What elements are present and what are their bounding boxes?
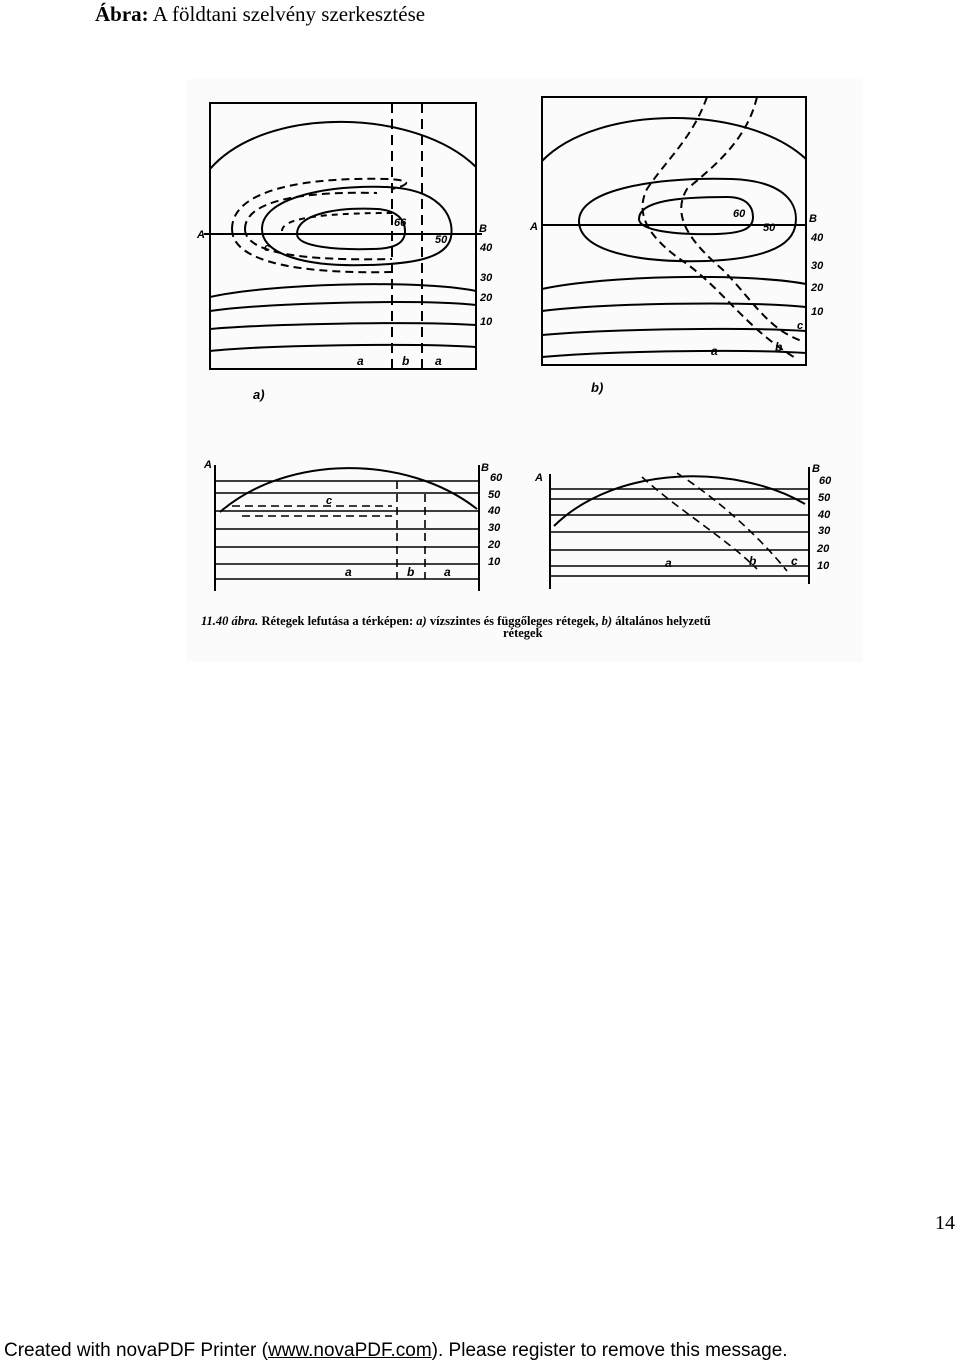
caption-number: 11.40 ábra. [201, 614, 259, 628]
section-a-layer-a-left: a [345, 565, 352, 579]
map-b-end-a: A [530, 221, 538, 233]
section-a-layer-c: c [326, 495, 333, 507]
geologic-figure [187, 79, 863, 662]
map-a-contour-label-30: 30 [480, 272, 493, 284]
map-a-layer-a-left: a [357, 354, 364, 368]
footer-link[interactable]: www.novaPDF.com [268, 1340, 432, 1361]
map-b-contour-label-20: 20 [811, 282, 824, 294]
map-b-contour-label-50: 50 [763, 222, 776, 234]
map-a-end-b: B [479, 223, 487, 235]
section-b-layer-b: b [749, 554, 757, 568]
figure-caption-line2: rétegek [503, 626, 543, 640]
section-b-level-label-20: 20 [817, 543, 830, 555]
section-b-layer-c: c [791, 554, 798, 568]
page-heading [95, 2, 425, 27]
section-a-layer-a-right: a [444, 565, 451, 579]
section-b-level-label-40: 40 [818, 509, 831, 521]
section-a-level-label-30: 30 [488, 522, 501, 534]
section-a-layer-b: b [407, 565, 415, 579]
section-b-level-label-50: 50 [818, 492, 831, 504]
map-a-end-a: A [197, 229, 205, 241]
caption-part1: Rétegek lefutása a térképen: [258, 614, 417, 628]
map-b-contour-label-40: 40 [811, 232, 824, 244]
map-a-contour-label-40: 40 [480, 242, 493, 254]
section-b-end-b: B [812, 463, 820, 475]
footer-prefix: Created with novaPDF Printer ( [4, 1340, 268, 1361]
heading-lead: Ábra: [95, 2, 149, 26]
section-a-end-a: A [204, 459, 212, 471]
map-b-end-b: B [809, 213, 817, 225]
map-a-contour-label-20: 20 [480, 292, 493, 304]
page-number: 14 [935, 1212, 955, 1234]
map-b-layer-b: b [775, 340, 783, 354]
map-a-layer-c: c [264, 242, 271, 254]
map-b-tag: b) [591, 380, 604, 395]
map-b-layer-a: a [711, 344, 718, 358]
map-a-layer-a-right: a [435, 354, 442, 368]
map-b-layer-c: c [797, 320, 804, 332]
section-b-end-a: A [535, 472, 543, 484]
section-b-level-label-10: 10 [817, 560, 830, 572]
map-a-contour-label-10: 10 [480, 316, 493, 328]
footer-banner [4, 1340, 788, 1362]
map-a-tag: a) [253, 387, 265, 402]
section-a-level-label-60: 60 [490, 472, 503, 484]
map-a-contour-label-50: 50 [435, 234, 448, 246]
map-b-contour-label-30: 30 [811, 260, 824, 272]
figure-caption-line1 [201, 614, 711, 628]
footer-suffix: ). Please register to remove this message. [431, 1340, 788, 1361]
section-a-level-label-50: 50 [488, 489, 501, 501]
section-b-level-label-30: 30 [818, 525, 831, 537]
figure-svg [187, 79, 863, 662]
section-a-level-label-40: 40 [488, 505, 501, 517]
section-a-level-label-20: 20 [488, 539, 501, 551]
caption-part2: vízszintes és függőleges rétegek, [426, 614, 602, 628]
caption-b-tag: b) [601, 614, 613, 628]
section-a-level-label-10: 10 [488, 556, 501, 568]
caption-part3: általános helyzetű [612, 614, 711, 628]
section-b-level-label-60: 60 [819, 475, 832, 487]
section-a-end-b: B [481, 462, 489, 474]
caption-a-tag: a) [416, 614, 427, 628]
map-b-contour-label-60: 60 [733, 208, 746, 220]
map-b-contour-label-10: 10 [811, 306, 824, 318]
section-b-layer-a: a [665, 556, 672, 570]
map-a-contour-label-66: 66 [394, 217, 407, 229]
map-a-layer-b: b [402, 354, 410, 368]
figure-background [187, 79, 863, 662]
heading-text: A földtani szelvény szerkesztése [148, 2, 426, 26]
